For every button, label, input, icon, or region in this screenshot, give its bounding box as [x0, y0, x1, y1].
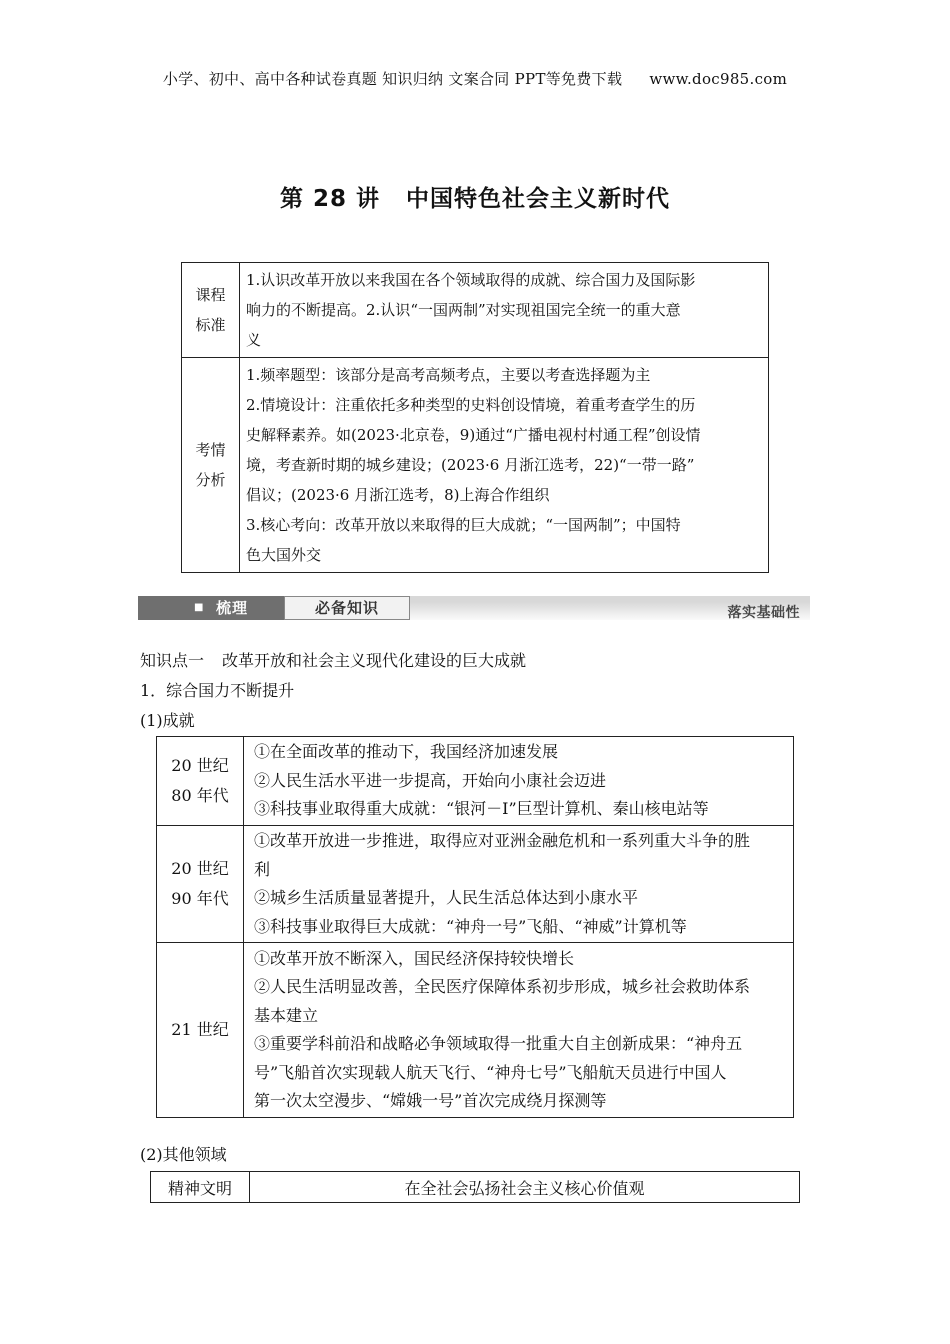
content-line: 基本建立 [254, 1005, 319, 1025]
knowledge-point-title: 改革开放和社会主义现代化建设的巨大成就 [222, 651, 527, 670]
banner-tab-label: 梳理 [216, 599, 249, 617]
sub-heading: (1)成就 [140, 711, 195, 730]
overview-label [182, 358, 240, 573]
content-line: ③重要学科前沿和战略必争领域取得一批重大自主创新成果：“神舟五 [254, 1034, 743, 1053]
label-line: 考情 [195, 441, 226, 459]
knowledge-point-heading [140, 648, 526, 671]
other-fields-table [150, 1171, 800, 1203]
era-cell [157, 826, 244, 943]
era-line: 90 年代 [171, 889, 229, 908]
content-line: 3.核心考向：改革开放以来取得的巨大成就；“一国两制”；中国特 [246, 516, 681, 534]
era-line: 80 年代 [171, 786, 229, 805]
sub-heading: (2)其他领域 [140, 1145, 227, 1164]
content-line: 响力的不断提高。2.认识“一国两制”对实现祖国完全统一的重大意 [246, 301, 681, 319]
content-line: ②人民生活水平进一步提高，开始向小康社会迈进 [254, 770, 607, 790]
page-header [0, 68, 950, 89]
header-site: www.doc985.com [649, 70, 788, 88]
era-line: 21 世纪 [171, 1020, 229, 1039]
era-cell [157, 943, 244, 1118]
overview-label [182, 263, 240, 358]
label-line: 分析 [195, 471, 226, 489]
banner-right-label: 落实基础性 [727, 605, 800, 621]
content-line: 1.认识改革开放以来我国在各个领域取得的成就、综合国力及国际影 [246, 271, 696, 289]
banner-tab-essential: 必备知识 [284, 596, 410, 620]
content-line: 利 [254, 859, 271, 879]
content-line: 2.情境设计：注重依托多种类型的史料创设情境，着重考查学生的历 [246, 396, 696, 414]
content-line: 色大国外交 [246, 546, 322, 564]
content-line: ①改革开放进一步推进，取得应对亚洲金融危机和一系列重大斗争的胜 [254, 831, 751, 850]
item-heading: 1．综合国力不断提升 [140, 681, 295, 700]
field-value: 在全社会弘扬社会主义核心价值观 [250, 1172, 800, 1203]
achievements-row [157, 943, 794, 1118]
era-cell [157, 737, 244, 826]
label-line: 标准 [195, 316, 226, 334]
content-line: 史解释素养。如(2023·北京卷，9)通过“广播电视村村通工程”创设情 [246, 426, 701, 444]
square-bullet-icon: ■ [194, 602, 204, 613]
content-line: ①改革开放不断深入，国民经济保持较快增长 [254, 948, 575, 968]
banner-tab-review [138, 596, 284, 620]
section-banner [138, 596, 810, 620]
header-text: 小学、初中、高中各种试卷真题 知识归纳 文案合同 PPT等免费下载 [162, 70, 623, 88]
content-line: ③科技事业取得巨大成就：“神舟一号”飞船、“神威”计算机等 [254, 916, 687, 936]
content-line: 第一次太空漫步、“嫦娥一号”首次完成绕月探测等 [254, 1091, 607, 1110]
field-name: 精神文明 [151, 1172, 250, 1203]
overview-row-analysis [182, 358, 769, 573]
content-line: ②人民生活明显改善，全民医疗保障体系初步形成，城乡社会救助体系 [254, 977, 751, 996]
achievement-content [244, 943, 794, 1118]
overview-row-standard [182, 263, 769, 358]
era-line: 20 世纪 [171, 859, 229, 878]
overview-content [240, 358, 769, 573]
content-line: 义 [246, 331, 262, 349]
achievements-row [157, 737, 794, 826]
overview-content [240, 263, 769, 358]
lecture-topic: 中国特色社会主义新时代 [406, 186, 671, 212]
content-line: 号”飞船首次实现载人航天飞行、“神舟七号”飞船航天员进行中国人 [254, 1062, 727, 1082]
content-line: ③科技事业取得重大成就：“银河－Ⅰ”巨型计算机、秦山核电站等 [254, 799, 709, 819]
content-line: ①在全面改革的推动下，我国经济加速发展 [254, 742, 559, 762]
achievements-row [157, 826, 794, 943]
other-fields-row [151, 1172, 800, 1203]
achievement-content [244, 737, 794, 826]
content-line: 境，考查新时期的城乡建设；(2023·6 月浙江选考，22)“一带一路” [246, 456, 695, 474]
overview-table [181, 262, 769, 573]
content-line: 1.频率题型：该部分是高考高频考点，主要以考查选择题为主 [246, 366, 651, 384]
content-line: ②城乡生活质量显著提升，人民生活总体达到小康水平 [254, 888, 639, 907]
achievements-table [156, 736, 794, 1118]
page-title [0, 180, 950, 213]
era-line: 20 世纪 [171, 756, 229, 775]
content-line: 倡议；(2023·6 月浙江选考，8)上海合作组织 [246, 486, 550, 504]
label-line: 课程 [195, 286, 226, 304]
knowledge-point-number: 知识点一 [140, 651, 205, 670]
achievement-content [244, 826, 794, 943]
lecture-number: 第 28 讲 [279, 186, 381, 212]
